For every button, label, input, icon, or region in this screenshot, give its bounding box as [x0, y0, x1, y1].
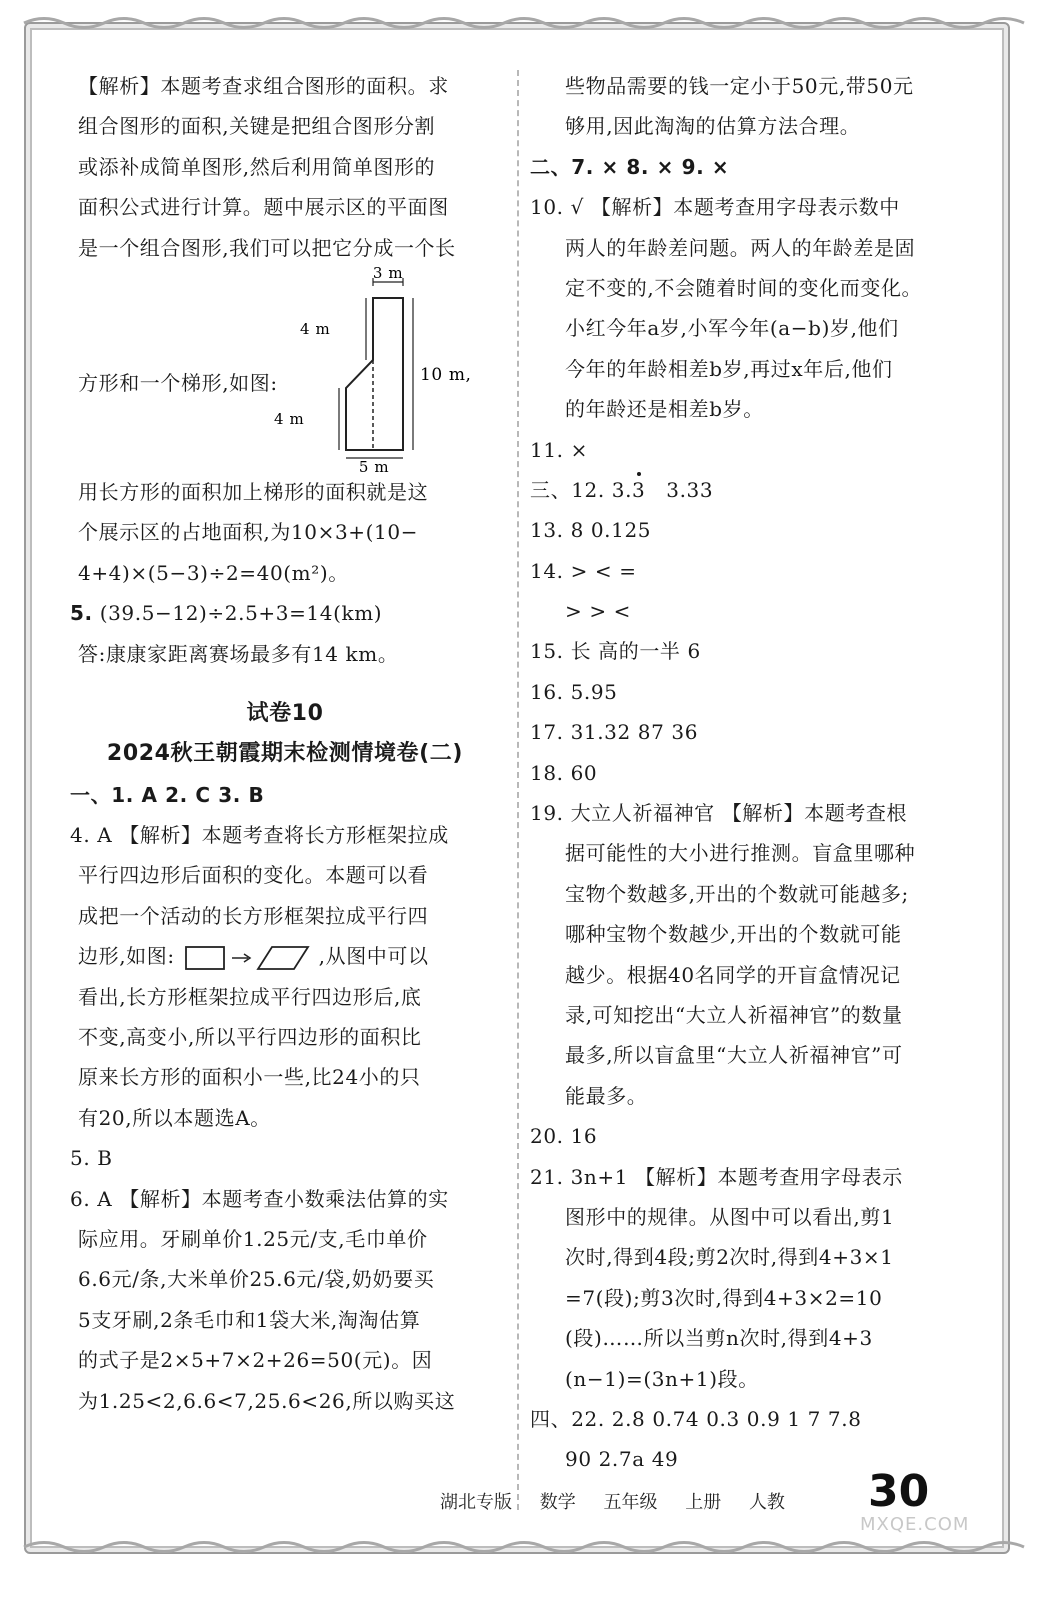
page-number: 30 [868, 1466, 930, 1517]
paragraph-line: 5支牙刷,2条毛巾和1袋大米,淘淘估算 [78, 1307, 421, 1332]
paragraph-line: 越少。根据40名同学的开盲盒情况记 [565, 962, 901, 987]
question-5-line [70, 593, 500, 633]
question-6-line: 6. A 【解析】本题考查小数乘法估算的实 [70, 1186, 449, 1211]
question-16-line: 16. 5.95 [530, 679, 618, 704]
paragraph-line: 看出,长方形框架拉成平行四边形后,底 [78, 984, 422, 1009]
paragraph-line: 些物品需要的钱一定小于50元,带50元 [565, 74, 914, 98]
paragraph-line: 原来长方形的面积小一些,比24小的只 [78, 1065, 421, 1090]
paragraph-line: 或添补成简单图形,然后利用简单图形的 [78, 154, 436, 179]
paragraph-line: 录,可知挖出“大立人祈福神官”的数量 [565, 1002, 903, 1027]
question-number: 5. [70, 601, 93, 626]
fig-label-top: 3 m [372, 263, 404, 282]
paragraph-line: 最多,所以盲盒里“大立人祈福神官”可 [565, 1043, 903, 1068]
paragraph-line: 据可能性的大小进行推测。盲盒里哪种 [565, 841, 916, 866]
question-13-line: 13. 8 0.125 [530, 518, 652, 543]
decorative-wave-bottom [24, 1538, 1006, 1556]
paragraph-line: 6.6元/条,大米单价25.6元/袋,奶奶要买 [78, 1267, 435, 1292]
page-footer [440, 1488, 807, 1514]
question-12-line: 三、12. 3.3 3.33 [530, 470, 980, 510]
paragraph-line: 今年的年龄相差b岁,再过x年后,他们 [565, 356, 893, 381]
section-two-answers: 二、7. × 8. × 9. × [530, 154, 730, 179]
paragraph-line: 【解析】本题考查求组合图形的面积。求 [78, 74, 449, 98]
paragraph-line: 平行四边形后面积的变化。本题可以看 [78, 863, 429, 888]
right-column [530, 66, 980, 1480]
paragraph-line: 为1.25<2,6.6<7,25.6<26,所以购买这 [78, 1388, 456, 1413]
footer-edition: 湖北专版 [440, 1492, 512, 1513]
question-10-line: 10. √ 【解析】本题考查用字母表示数中 [530, 195, 900, 220]
question-11-line: 11. × [530, 437, 588, 462]
question-19-line: 19. 大立人祈福神官 【解析】本题考查根 [530, 801, 908, 826]
question-22-line-2: 90 2.7a 49 [565, 1447, 679, 1472]
fig-label-right: 10 m, [420, 364, 472, 385]
question-14-line-2: > > < [565, 599, 631, 624]
fig-label-lower-left: 4 m [274, 409, 305, 428]
question-22-line: 四、22. 2.8 0.74 0.3 0.9 1 7 7.8 [530, 1406, 862, 1431]
section-one-answers: 一、1. A 2. C 3. B [70, 782, 265, 807]
test-subtitle: 2024秋王朝霞期末检测情境卷(二) [106, 741, 464, 767]
paragraph-line: 成把一个活动的长方形框架拉成平行四 [78, 903, 429, 928]
paragraph-line: 组合图形的面积,关键是把组合图形分割 [78, 114, 436, 139]
paragraph-line: 哪种宝物个数越少,开出的个数就可能 [565, 922, 902, 947]
paragraph-line: 4+4)×(5−3)÷2=40(m²)。 [78, 560, 349, 585]
question-17-line: 17. 31.32 87 36 [530, 720, 699, 745]
fig-label-upper-left: 4 m [300, 319, 331, 338]
paragraph-line: 小红今年a岁,小军今年(a−b)岁,他们 [565, 316, 899, 341]
paragraph-line: 定不变的,不会随着时间的变化而变化。 [565, 275, 923, 300]
paragraph-line: 面积公式进行计算。题中展示区的平面图 [78, 195, 449, 220]
question-21-line: 21. 3n+1 【解析】本题考查用字母表示 [530, 1164, 903, 1189]
paragraph-line: =7(段);剪3次时,得到4+3×2=10 [565, 1285, 883, 1310]
test-title: 试卷10 [246, 700, 324, 726]
question-5-answer: 答:康康家距离赛场最多有14 km。 [78, 641, 399, 666]
paragraph-line: 次时,得到4段;剪2次时,得到4+3×1 [565, 1245, 894, 1270]
paragraph-line: (n−1)=(3n+1)段。 [565, 1366, 759, 1391]
column-divider [517, 70, 519, 1510]
paragraph-line: 图形中的规律。从图中可以看出,剪1 [565, 1204, 895, 1229]
paragraph-line: 不变,高变小,所以平行四边形的面积比 [78, 1025, 422, 1050]
paragraph-line: 宝物个数越多,开出的个数就可能越多; [565, 881, 909, 906]
rectangle-to-parallelogram-figure [182, 943, 312, 973]
question-5-formula: (39.5−12)÷2.5+3=14(km) [99, 601, 383, 626]
fig-label-bottom: 5 m [358, 457, 390, 476]
question-4-line: 4. A 【解析】本题考查将长方形框架拉成 [70, 823, 449, 848]
composite-shape-figure [274, 263, 498, 476]
paragraph-line: 够用,因此淘淘的估算方法合理。 [565, 114, 861, 139]
paragraph-line: 的年龄还是相差b岁。 [565, 397, 764, 422]
composite-figure-block [70, 263, 500, 476]
paragraph-line: 是一个组合图形,我们可以把它分成一个长 [78, 235, 456, 260]
question-4-figure-line: 边形,如图: ,从图中可以 [70, 936, 500, 976]
paragraph-line: 用长方形的面积加上梯形的面积就是这 [78, 479, 429, 504]
question-14-line: 14. > < = [530, 558, 637, 583]
paragraph-line: 际应用。牙刷单价1.25元/支,毛巾单价 [78, 1226, 428, 1251]
decorative-wave-top [24, 14, 1006, 32]
paragraph-line: (段)……所以当剪n次时,得到4+3 [565, 1326, 873, 1351]
footer-subject: 数学 [539, 1492, 576, 1513]
question-15-line: 15. 长 高的一半 6 [530, 639, 701, 664]
footer-volume: 上册 [685, 1492, 722, 1513]
repeating-digit: 3 [632, 470, 645, 510]
question-5b-line: 5. B [70, 1146, 113, 1171]
question-18-line: 18. 60 [530, 760, 598, 785]
footer-grade: 五年级 [603, 1492, 658, 1513]
footer-publisher: 人教 [748, 1492, 785, 1513]
question-20-line: 20. 16 [530, 1124, 598, 1149]
watermark: MXQE.COM [860, 1514, 970, 1535]
paragraph-line: 能最多。 [565, 1083, 648, 1108]
left-column [70, 66, 500, 1421]
paragraph-line: 个展示区的占地面积,为10×3+(10− [78, 520, 419, 545]
paragraph-line: 的式子是2×5+7×2+26=50(元)。因 [78, 1348, 433, 1373]
paragraph-line: 两人的年龄差问题。两人的年龄差是固 [565, 235, 916, 260]
paragraph-line: 有20,所以本题选A。 [78, 1105, 271, 1130]
figure-caption: 方形和一个梯形,如图: [78, 370, 278, 395]
